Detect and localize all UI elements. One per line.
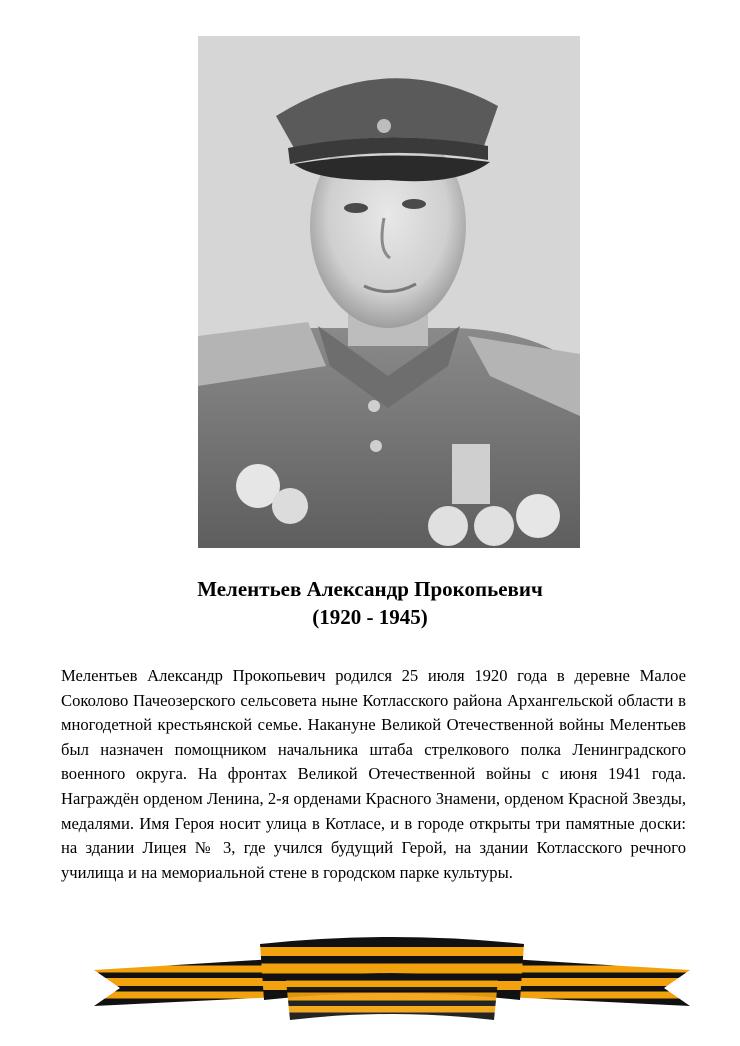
portrait-illustration (198, 36, 580, 548)
portrait-photo (198, 36, 580, 548)
biography-text: Мелентьев Александр Прокопьевич родился 25 июля 1920 года в деревне Малое Соколово Пачеозерского сельсовета ныне Котласского района Архангельской области в многодетной крестьянской семье. Накануне Великой Отечественной войны Мелентьев был назначен помощником начальника штаба стрелкового полка Ленинградского военного округа. На фронтах Великой Отечественной войны с июня 1941 года. Награждён орденом Ленина, 2-я орденами Красного Знамени, орденом Красной Звезды, медалями. Имя Героя носит улица в Котласе, и в городе открыты три памятные доски: на здании Лицея № 3, где учился будущий Герой, на здании Котласского речного училища и на мемориальной стене в городском парке культуры. (61, 666, 686, 882)
st-george-ribbon (90, 936, 694, 1022)
hero-name: Мелентьев Александр Прокопьевич (197, 577, 543, 601)
ribbon-graphic (90, 936, 694, 1022)
hero-title (0, 575, 740, 631)
hero-years: (1920 - 1945) (312, 605, 428, 629)
